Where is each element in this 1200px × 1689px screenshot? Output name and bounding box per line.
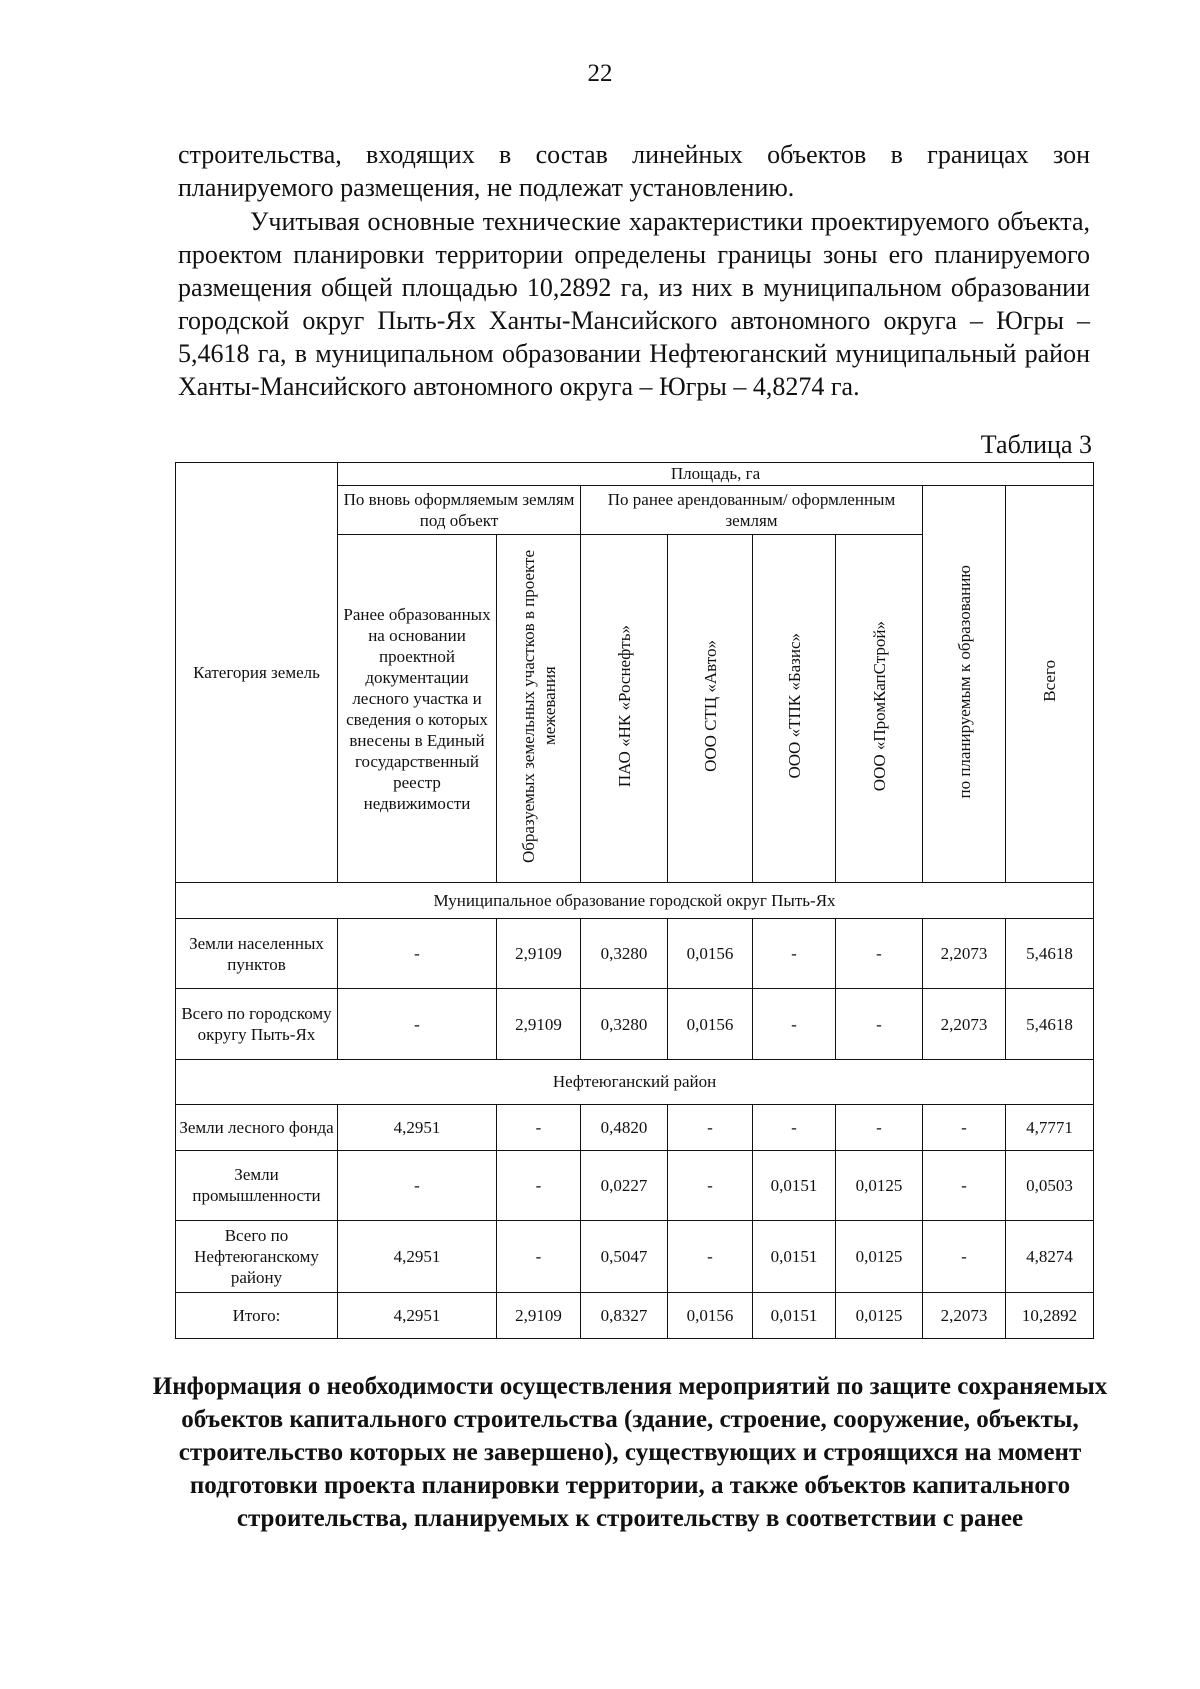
cell: 0,3280 (581, 989, 668, 1059)
cell: 2,9109 (497, 1293, 581, 1339)
cell: 0,0151 (753, 1293, 836, 1339)
cell: 4,2951 (338, 1221, 497, 1293)
page-number: 22 (587, 60, 613, 87)
cell: - (923, 1221, 1006, 1293)
section-heading: Информация о необходимости осуществления мероприятий по защите сохраняемых объектов капитального строительства (здание, строение, сооружение, объекты, строительство которых не завершено), существующих и строящихся на момент подготовки проекта планировки территории, а также объектов капитального строительства, планируемых к строительству в соответствии с ранее (152, 1373, 1108, 1532)
cell: 2,2073 (923, 1293, 1006, 1339)
row-category: Земли промышленности (176, 1150, 338, 1220)
table-row (176, 1105, 1094, 1151)
cell: 2,9109 (497, 989, 581, 1059)
row-category: Земли лесного фонда (176, 1105, 338, 1151)
row-category: Всего по городскому округу Пыть-Ях (176, 989, 338, 1059)
header-area: Площадь, га (338, 463, 1094, 486)
cell: - (753, 919, 836, 989)
cell: 0,5047 (581, 1221, 668, 1293)
cell: 2,9109 (497, 919, 581, 989)
cell: 4,2951 (338, 1105, 497, 1151)
header-col-promkapstroy-label: ООО «ПромКапСтрой» (869, 621, 889, 792)
cell: 4,7771 (1006, 1105, 1094, 1151)
table-row (176, 919, 1094, 989)
cell: 0,3280 (581, 919, 668, 989)
header-col-stc-avto-label: ООО СТЦ «Авто» (700, 640, 720, 773)
row-category: Земли населенных пунктов (176, 919, 338, 989)
header-col-egrn: Ранее образованных на основании проектной документации лесного участка и сведения о которых внесены в Единый государственный реестр недвижимости (338, 535, 497, 883)
cell: 4,8274 (1006, 1221, 1094, 1293)
cell: 0,4820 (581, 1105, 668, 1151)
section-nefteyugansk: Нефтеюганский район (176, 1059, 1094, 1105)
cell: - (923, 1105, 1006, 1151)
land-area-table (175, 462, 1094, 1339)
header-col-total-label: Всего (1040, 660, 1060, 703)
cell: 0,0151 (753, 1150, 836, 1220)
cell: 0,0156 (668, 919, 753, 989)
cell: - (836, 1105, 923, 1151)
cell: - (338, 1150, 497, 1220)
cell: - (497, 1221, 581, 1293)
row-category: Всего по Нефтеюганскому району (176, 1221, 338, 1293)
header-col-rosneft (581, 535, 668, 883)
header-col-stc-avto (668, 535, 753, 883)
cell: - (836, 989, 923, 1059)
header-col-formed-label: Образуемых земельных участков в проекте межевания (518, 549, 559, 863)
cell: 0,0503 (1006, 1150, 1094, 1220)
cell: - (836, 919, 923, 989)
cell: - (753, 1105, 836, 1151)
header-col-planned (923, 485, 1006, 882)
cell: - (668, 1150, 753, 1220)
cell: 0,8327 (581, 1293, 668, 1339)
cell: 0,0156 (668, 989, 753, 1059)
cell: 10,2892 (1006, 1293, 1094, 1339)
cell: 5,4618 (1006, 989, 1094, 1059)
table-row (176, 1221, 1094, 1293)
header-col-formed (497, 535, 581, 883)
cell: 0,0156 (668, 1293, 753, 1339)
cell: - (668, 1105, 753, 1151)
cell: 0,0125 (836, 1221, 923, 1293)
header-col-rosneft-label: ПАО «НК «Роснефть» (614, 625, 634, 788)
cell: - (338, 919, 497, 989)
header-group-leased: По ранее арендованным/ оформленным землям (581, 485, 923, 535)
cell: 0,0125 (836, 1293, 923, 1339)
header-category: Категория земель (176, 463, 338, 883)
cell: - (668, 1221, 753, 1293)
cell: 0,0227 (581, 1150, 668, 1220)
cell: - (497, 1150, 581, 1220)
table-row (176, 1150, 1094, 1220)
paragraph-area-summary: Учитывая основные технические характеристики проектируемого объекта, проектом планировки территории определены границы зоны его планируемого размещения общей площадью 10,2892 га, из них в муниципальном образовании городской округ Пыть-Ях Ханты-Мансийского автономного округа – Югры – 5,4618 га, в муниципальном образовании Нефтеюганский муниципальный район Ханты-Мансийского автономного округа – Югры – 4,8274 га. (178, 207, 1090, 401)
cell: 5,4618 (1006, 919, 1094, 989)
header-col-planned-label: по планируемым к образованию (954, 564, 974, 799)
cell: - (923, 1150, 1006, 1220)
header-col-tpk-bazis-label: ООО «ТПК «Базис» (784, 633, 804, 779)
cell: 0,0151 (753, 1221, 836, 1293)
cell: 2,2073 (923, 989, 1006, 1059)
cell: - (497, 1105, 581, 1151)
cell: - (338, 989, 497, 1059)
paragraph-continuation: строительства, входящих в состав линейных объектов в границах зон планируемого размещения, не подлежат установлению. (178, 140, 1090, 202)
header-col-total (1006, 485, 1094, 882)
table-row-total (176, 1293, 1094, 1339)
cell: 0,0125 (836, 1150, 923, 1220)
header-group-new: По вновь оформляемым землям под объект (338, 485, 581, 535)
header-col-tpk-bazis (753, 535, 836, 883)
row-category: Итого: (176, 1293, 338, 1339)
cell: 4,2951 (338, 1293, 497, 1339)
section-pyt-yakh: Муниципальное образование городской округ Пыть-Ях (176, 882, 1094, 918)
cell: 2,2073 (923, 919, 1006, 989)
cell: - (753, 989, 836, 1059)
table-row (176, 989, 1094, 1059)
table-caption: Таблица 3 (980, 430, 1092, 459)
header-col-promkapstroy (836, 535, 923, 883)
